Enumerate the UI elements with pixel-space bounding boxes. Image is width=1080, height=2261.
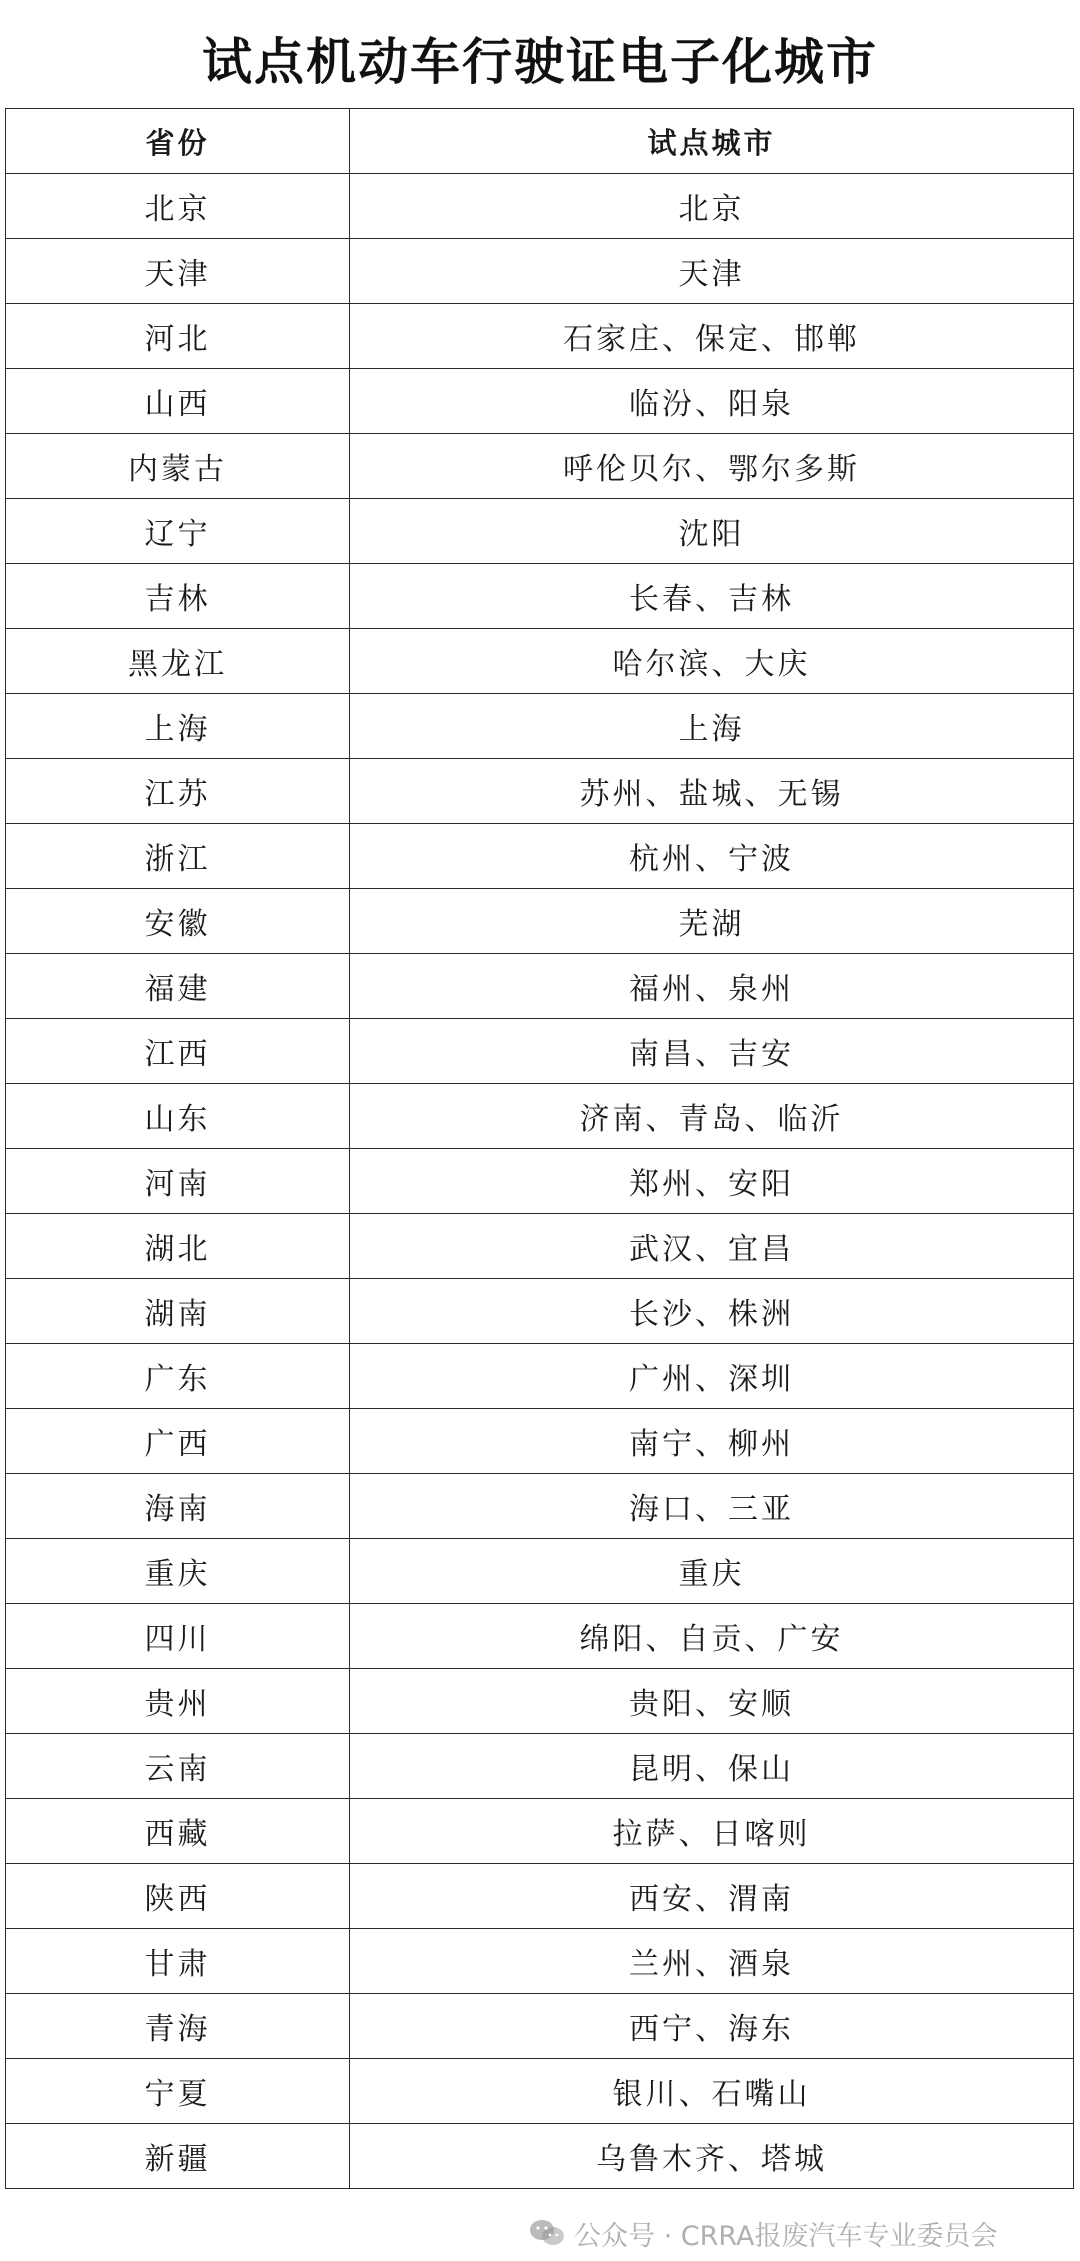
province-cell: 吉林 xyxy=(6,564,350,629)
table-row xyxy=(6,369,1074,434)
pilot-cities-cell: 济南、青岛、临沂 xyxy=(350,1084,1074,1149)
pilot-cities-cell: 广州、深圳 xyxy=(350,1344,1074,1409)
table-row xyxy=(6,564,1074,629)
pilot-cities-cell: 沈阳 xyxy=(350,499,1074,564)
table-row xyxy=(6,499,1074,564)
province-cell: 广西 xyxy=(6,1409,350,1474)
pilot-cities-cell: 哈尔滨、大庆 xyxy=(350,629,1074,694)
pilot-cities-cell: 北京 xyxy=(350,174,1074,239)
table-row xyxy=(6,1604,1074,1669)
pilot-cities-cell: 南宁、柳州 xyxy=(350,1409,1074,1474)
table-row xyxy=(6,434,1074,499)
table-row xyxy=(6,2124,1074,2189)
table-row xyxy=(6,759,1074,824)
province-cell: 新疆 xyxy=(6,2124,350,2189)
province-cell: 河南 xyxy=(6,1149,350,1214)
table-row xyxy=(6,239,1074,304)
table-row xyxy=(6,1929,1074,1994)
header-province: 省份 xyxy=(6,109,350,174)
pilot-cities-cell: 天津 xyxy=(350,239,1074,304)
province-cell: 山东 xyxy=(6,1084,350,1149)
province-cell: 贵州 xyxy=(6,1669,350,1734)
pilot-cities-cell: 上海 xyxy=(350,694,1074,759)
pilot-cities-cell: 南昌、吉安 xyxy=(350,1019,1074,1084)
pilot-cities-cell: 临汾、阳泉 xyxy=(350,369,1074,434)
pilot-cities-cell: 贵阳、安顺 xyxy=(350,1669,1074,1734)
table-row xyxy=(6,1149,1074,1214)
province-cell: 内蒙古 xyxy=(6,434,350,499)
province-cell: 浙江 xyxy=(6,824,350,889)
pilot-cities-cell: 西安、渭南 xyxy=(350,1864,1074,1929)
pilot-cities-cell: 长沙、株洲 xyxy=(350,1279,1074,1344)
table-row xyxy=(6,304,1074,369)
province-cell: 河北 xyxy=(6,304,350,369)
province-cell: 陕西 xyxy=(6,1864,350,1929)
table-row xyxy=(6,174,1074,239)
pilot-cities-cell: 乌鲁木齐、塔城 xyxy=(350,2124,1074,2189)
province-cell: 甘肃 xyxy=(6,1929,350,1994)
table-row xyxy=(6,954,1074,1019)
pilot-cities-cell: 杭州、宁波 xyxy=(350,824,1074,889)
province-cell: 宁夏 xyxy=(6,2059,350,2124)
table-row xyxy=(6,1344,1074,1409)
table-row xyxy=(6,1019,1074,1084)
watermark xyxy=(528,2215,998,2251)
province-cell: 天津 xyxy=(6,239,350,304)
pilot-cities-cell: 福州、泉州 xyxy=(350,954,1074,1019)
table-row xyxy=(6,1539,1074,1604)
table-row xyxy=(6,694,1074,759)
pilot-cities-cell: 拉萨、日喀则 xyxy=(350,1799,1074,1864)
province-cell: 江苏 xyxy=(6,759,350,824)
province-cell: 海南 xyxy=(6,1474,350,1539)
pilot-cities-cell: 重庆 xyxy=(350,1539,1074,1604)
province-cell: 青海 xyxy=(6,1994,350,2059)
province-cell: 上海 xyxy=(6,694,350,759)
pilot-cities-cell: 长春、吉林 xyxy=(350,564,1074,629)
table-row xyxy=(6,1994,1074,2059)
pilot-cities-cell: 昆明、保山 xyxy=(350,1734,1074,1799)
table-row xyxy=(6,824,1074,889)
table-body xyxy=(6,174,1074,2189)
province-cell: 湖南 xyxy=(6,1279,350,1344)
pilot-cities-cell: 石家庄、保定、邯郸 xyxy=(350,304,1074,369)
pilot-cities-cell: 绵阳、自贡、广安 xyxy=(350,1604,1074,1669)
pilot-cities-cell: 苏州、盐城、无锡 xyxy=(350,759,1074,824)
table-row xyxy=(6,1474,1074,1539)
province-cell: 福建 xyxy=(6,954,350,1019)
province-cell: 广东 xyxy=(6,1344,350,1409)
province-cell: 重庆 xyxy=(6,1539,350,1604)
pilot-cities-cell: 芜湖 xyxy=(350,889,1074,954)
pilot-cities-cell: 呼伦贝尔、鄂尔多斯 xyxy=(350,434,1074,499)
table-row xyxy=(6,1799,1074,1864)
watermark-text: 公众号 · CRRA报废汽车专业委员会 xyxy=(574,2220,998,2252)
pilot-cities-cell: 银川、石嘴山 xyxy=(350,2059,1074,2124)
pilot-cities-table xyxy=(5,108,1074,2189)
province-cell: 辽宁 xyxy=(6,499,350,564)
table-row xyxy=(6,1214,1074,1279)
header-pilot-cities: 试点城市 xyxy=(350,109,1074,174)
province-cell: 四川 xyxy=(6,1604,350,1669)
pilot-cities-cell: 海口、三亚 xyxy=(350,1474,1074,1539)
province-cell: 湖北 xyxy=(6,1214,350,1279)
table-header-row xyxy=(6,109,1074,174)
table-row xyxy=(6,629,1074,694)
pilot-cities-cell: 郑州、安阳 xyxy=(350,1149,1074,1214)
province-cell: 北京 xyxy=(6,174,350,239)
province-cell: 西藏 xyxy=(6,1799,350,1864)
province-cell: 云南 xyxy=(6,1734,350,1799)
table-row xyxy=(6,2059,1074,2124)
pilot-cities-cell: 西宁、海东 xyxy=(350,1994,1074,2059)
pilot-cities-cell: 兰州、酒泉 xyxy=(350,1929,1074,1994)
province-cell: 安徽 xyxy=(6,889,350,954)
table-row xyxy=(6,1734,1074,1799)
province-cell: 江西 xyxy=(6,1019,350,1084)
table-row xyxy=(6,1669,1074,1734)
page-title: 试点机动车行驶证电子化城市 xyxy=(202,32,878,91)
table-row xyxy=(6,1864,1074,1929)
province-cell: 山西 xyxy=(6,369,350,434)
table-row xyxy=(6,1279,1074,1344)
table-row xyxy=(6,889,1074,954)
table-row xyxy=(6,1084,1074,1149)
province-cell: 黑龙江 xyxy=(6,629,350,694)
pilot-cities-cell: 武汉、宜昌 xyxy=(350,1214,1074,1279)
wechat-icon xyxy=(528,2218,566,2248)
table-row xyxy=(6,1409,1074,1474)
